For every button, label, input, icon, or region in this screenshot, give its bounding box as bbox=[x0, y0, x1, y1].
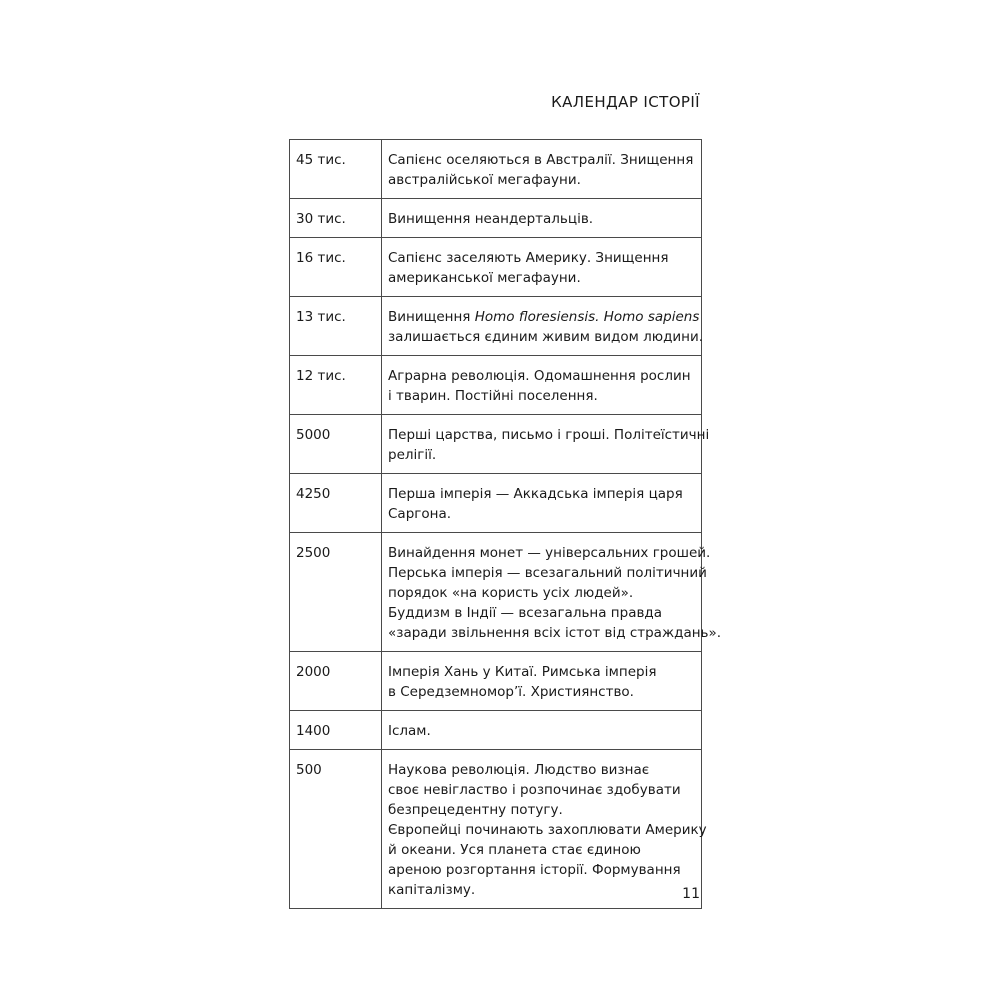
timeline-year: 12 тис. bbox=[290, 356, 382, 415]
event-text: австралійської мегафауни. bbox=[388, 172, 581, 188]
timeline-body bbox=[290, 140, 722, 909]
table-row bbox=[290, 415, 702, 474]
event-line bbox=[388, 840, 697, 860]
event-line bbox=[388, 583, 697, 603]
history-timeline-table bbox=[289, 139, 722, 909]
page-number: 11 bbox=[682, 886, 700, 902]
timeline-year: 30 тис. bbox=[290, 199, 382, 238]
timeline-event bbox=[382, 750, 707, 909]
event-text: порядок «на користь усіх людей». bbox=[388, 585, 634, 601]
timeline-year: 5000 bbox=[290, 415, 382, 474]
event-text: Наукова революція. Людство визнає bbox=[388, 762, 650, 778]
table-row bbox=[290, 140, 702, 199]
timeline-year: 1400 bbox=[290, 711, 382, 750]
event-line bbox=[388, 209, 697, 229]
event-text: своє невігластво і розпочинає здобувати bbox=[388, 782, 681, 798]
event-text: Сапієнс оселяються в Австралії. Знищення bbox=[388, 152, 694, 168]
event-line bbox=[388, 484, 697, 504]
event-line bbox=[388, 504, 697, 524]
event-text-italic: Homo floresiensis. Homo sapiens bbox=[474, 309, 700, 325]
event-line bbox=[388, 327, 704, 347]
table-row bbox=[290, 750, 702, 909]
timeline-year: 2000 bbox=[290, 652, 382, 711]
table-row bbox=[290, 652, 702, 711]
timeline-year: 2500 bbox=[290, 533, 382, 652]
event-text: Перська імперія — всезагальний політичний bbox=[388, 565, 707, 581]
event-text: ареною розгортання історії. Формування bbox=[388, 862, 681, 878]
timeline-event bbox=[382, 652, 702, 711]
event-line bbox=[388, 880, 697, 900]
table-row bbox=[290, 356, 702, 415]
timeline-event bbox=[382, 415, 710, 474]
event-line bbox=[388, 425, 710, 445]
timeline-event bbox=[382, 711, 702, 750]
event-line bbox=[388, 170, 697, 190]
event-text: безпрецедентну потугу. bbox=[388, 802, 563, 818]
table-row bbox=[290, 238, 702, 297]
timeline-event bbox=[382, 140, 702, 199]
event-line bbox=[388, 780, 697, 800]
event-text: Винищення bbox=[388, 309, 475, 325]
event-text: й океани. Уся планета стає єдиною bbox=[388, 842, 641, 858]
running-header: КАЛЕНДАР ІСТОРІЇ bbox=[551, 93, 700, 111]
event-text: релігії. bbox=[388, 447, 437, 463]
event-line bbox=[388, 623, 722, 643]
event-line bbox=[388, 268, 697, 288]
event-text: в Середземномор’ї. Християнство. bbox=[388, 684, 634, 700]
event-text: Саргона. bbox=[388, 506, 452, 522]
timeline-event bbox=[382, 356, 702, 415]
event-line bbox=[388, 721, 697, 741]
table-row bbox=[290, 533, 702, 652]
event-text: і тварин. Постійні поселення. bbox=[388, 388, 598, 404]
event-text: Європейці починають захоплювати Америку bbox=[388, 822, 707, 838]
event-line bbox=[388, 760, 697, 780]
event-text: «заради звільнення всіх істот від страждань». bbox=[388, 625, 722, 641]
event-text: Аграрна революція. Одомашнення рослин bbox=[388, 368, 691, 384]
timeline-event bbox=[382, 199, 702, 238]
event-text: Перші царства, письмо і гроші. Політеїстичні bbox=[388, 427, 710, 443]
event-text: Іслам. bbox=[388, 723, 431, 739]
event-line bbox=[388, 307, 700, 327]
event-line bbox=[388, 543, 711, 563]
timeline-event bbox=[382, 474, 702, 533]
event-text: американської мегафауни. bbox=[388, 270, 581, 286]
event-text: Винищення неандертальців. bbox=[388, 211, 594, 227]
event-line bbox=[388, 248, 697, 268]
timeline-event bbox=[382, 297, 702, 356]
event-line bbox=[388, 366, 697, 386]
event-line bbox=[388, 150, 697, 170]
event-line bbox=[388, 800, 697, 820]
timeline-event bbox=[382, 533, 722, 652]
event-line bbox=[388, 662, 697, 682]
event-text: капіталізму. bbox=[388, 882, 476, 898]
event-text: Буддизм в Індії — всезагальна правда bbox=[388, 605, 663, 621]
event-line bbox=[388, 682, 697, 702]
timeline-year: 4250 bbox=[290, 474, 382, 533]
event-text: залишається єдиним живим видом людини. bbox=[388, 329, 704, 345]
table-row bbox=[290, 474, 702, 533]
event-text: Сапієнс заселяють Америку. Знищення bbox=[388, 250, 669, 266]
timeline-year: 13 тис. bbox=[290, 297, 382, 356]
table-row bbox=[290, 297, 702, 356]
event-line bbox=[388, 563, 707, 583]
event-line bbox=[388, 603, 697, 623]
table-row bbox=[290, 199, 702, 238]
timeline-event bbox=[382, 238, 702, 297]
timeline-year: 45 тис. bbox=[290, 140, 382, 199]
event-text: Винайдення монет — універсальних грошей. bbox=[388, 545, 711, 561]
event-text: Імперія Хань у Китаї. Римська імперія bbox=[388, 664, 657, 680]
event-line bbox=[388, 820, 707, 840]
event-line bbox=[388, 386, 697, 406]
event-line bbox=[388, 445, 697, 465]
event-line bbox=[388, 860, 697, 880]
event-text: Перша імперія — Аккадська імперія царя bbox=[388, 486, 683, 502]
timeline-year: 16 тис. bbox=[290, 238, 382, 297]
table-row bbox=[290, 711, 702, 750]
timeline-year: 500 bbox=[290, 750, 382, 909]
